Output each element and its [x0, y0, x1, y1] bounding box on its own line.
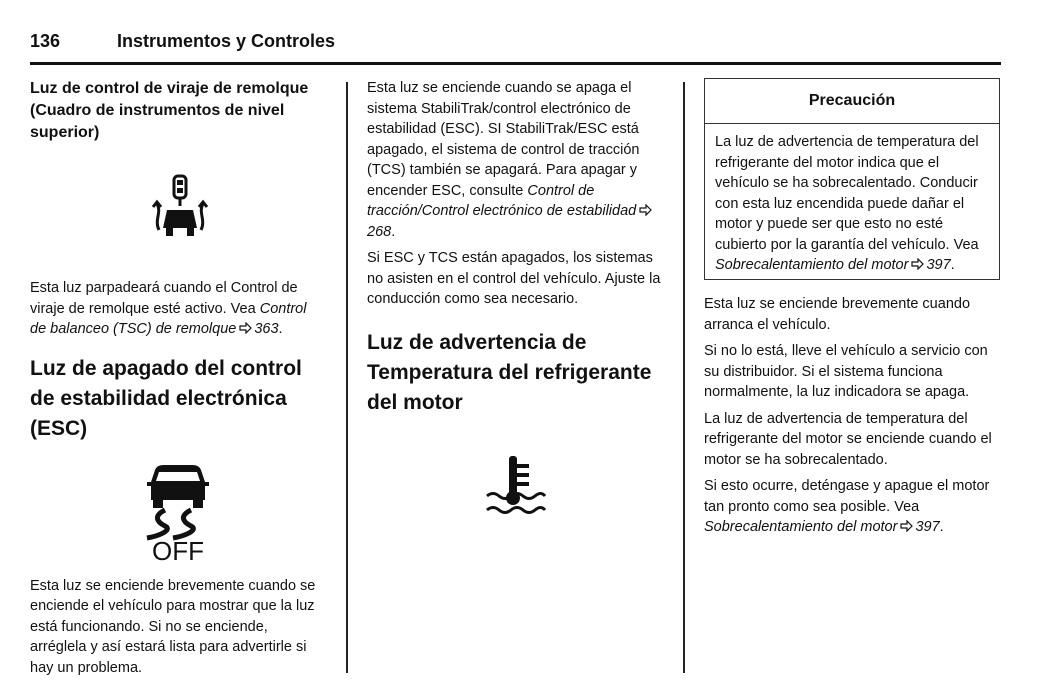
- col3-paragraph-2: Si no lo está, lleve el vehículo a servicio con su distribuidor. Si el sistema funciona normalmente, la luz indicadora se apaga.: [704, 343, 988, 400]
- tsc-reference-link[interactable]: Control de balanceo (TSC) de remolque: [30, 300, 307, 337]
- page-reference-arrow-icon: [900, 520, 913, 532]
- caution-body: La luz de advertencia de temperatura del refrigerante del motor indica que el vehículo se ha sobrecalentado. Conducir con esta luz encendida puede dañar el motor y puede ser que esto no esté cubierto por la garantía del vehículo. Vea Sobrecalentamiento del motor 397.: [715, 134, 979, 273]
- coolant-temperature-icon: [485, 454, 547, 520]
- header-rule: [30, 62, 1001, 65]
- tsc-description: Esta luz parpadeará cuando el Control de viraje de remolque esté activo. Vea Control de balanceo (TSC) de remolque 363.: [30, 280, 307, 337]
- caution-reference-page[interactable]: 397: [926, 257, 951, 273]
- temp-heading: Luz de advertencia de Temperatura del refrigerante del motor: [367, 330, 652, 414]
- esc-description: Esta luz se enciende brevemente cuando se enciende el vehículo para mostrar que la luz está funcionando. Si no se enciende, arréglela y así estará lista para advertirle si hay un problema.: [30, 577, 316, 676]
- col3-paragraph-4-text: Si esto ocurre, deténgase y apague el motor tan pronto como sea posible. Vea: [704, 478, 990, 515]
- tsc-heading: Luz de control de viraje de remolque (Cuadro de instrumentos de nivel superior): [30, 80, 309, 141]
- column-divider-2: [683, 82, 685, 673]
- overheat-reference-page[interactable]: 397: [915, 519, 940, 535]
- column-divider-1: [346, 82, 348, 673]
- caution-title: Precaución: [705, 79, 999, 124]
- caution-box: [704, 78, 1000, 280]
- traction-reference-page[interactable]: 268: [367, 223, 392, 240]
- esc-tcs-paragraph: Si ESC y TCS están apagados, los sistemas no asisten en el control del vehículo. Ajuste la conducción como sea necesario.: [367, 250, 661, 307]
- caution-reference-link[interactable]: Sobrecalentamiento del motor: [715, 257, 909, 273]
- page-reference-arrow-icon: [911, 258, 924, 270]
- caution-text: La luz de advertencia de temperatura del refrigerante del motor indica que el vehículo se ha sobrecalentado. Conducir con esta luz encendida puede dañar el motor y puede ser que esto no esté cubierto por la garantía del vehículo. Vea: [715, 134, 979, 253]
- trailer-sway-control-icon: [150, 174, 210, 244]
- section-title: Instrumentos y Controles: [117, 31, 336, 51]
- page-number: 136: [30, 31, 61, 51]
- page-reference-arrow-icon: [639, 204, 652, 216]
- esc-heading: Luz de apagado del control de estabilidad electrónica (ESC): [30, 356, 302, 440]
- column-2: [367, 78, 667, 520]
- esc-light-text: Esta luz se enciende cuando se apaga el sistema StabiliTrak/control electrónico de estabilidad (ESC). SI StabiliTrak/ESC está apagado, el sistema de control de tracción (TCS) también se apagará. Para apagar y encender ESC, consulte: [367, 80, 640, 199]
- page-header: [30, 31, 335, 52]
- column-1: [30, 78, 320, 684]
- esc-light-paragraph: Esta luz se enciende cuando se apaga el sistema StabiliTrak/control electrónico de estabilidad (ESC). SI StabiliTrak/ESC está apagado, el sistema de control de tracción (TCS) también se apagará. Para apagar y encender ESC, consulte Control de tracción/Control electrónico de estabilidad268.: [367, 78, 667, 242]
- page-reference-arrow-icon: [239, 322, 252, 334]
- tsc-text: Esta luz parpadeará cuando el Control de viraje de remolque esté activo. Vea: [30, 280, 298, 317]
- esc-off-icon: [143, 464, 213, 562]
- overheat-reference-link[interactable]: Sobrecalentamiento del motor: [704, 519, 898, 535]
- col3-paragraph-4: Si esto ocurre, deténgase y apague el motor tan pronto como sea posible. Vea Sobrecalentamiento del motor 397.: [704, 478, 990, 535]
- col3-paragraph-1: Esta luz se enciende brevemente cuando arranca el vehículo.: [704, 296, 971, 333]
- tsc-reference-page[interactable]: 363: [254, 321, 279, 337]
- column-3: [704, 294, 1000, 544]
- col3-paragraph-3: La luz de advertencia de temperatura del refrigerante del motor se enciende cuando el motor se ha sobrecalentado.: [704, 410, 992, 468]
- traction-reference-link[interactable]: Control de tracción/Control electrónico de estabilidad: [367, 182, 637, 219]
- esc-off-label: OFF: [152, 535, 204, 562]
